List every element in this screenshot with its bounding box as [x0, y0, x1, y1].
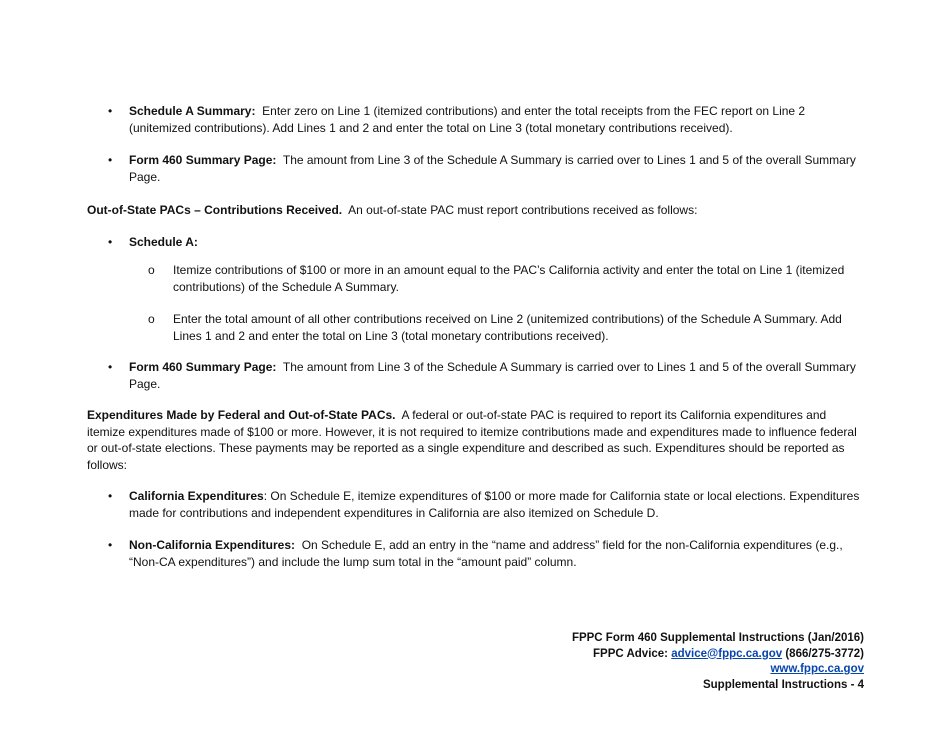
bullet-marker: •	[108, 104, 113, 118]
non-california-expenditures-label: Non-California Expenditures:	[129, 538, 296, 552]
sub-item-text: Itemize contributions of $100 or more in an amount equal to the PAC’s California activity and enter the total on Line 1 (itemized contributions) of the Schedule A Summary.	[173, 263, 845, 294]
california-expenditures-text: : On Schedule E, itemize expenditures of $100 or more made for California state or local elections. Expenditures made for contributions and independent expenditures in California are also itemized on Schedule D.	[129, 489, 860, 520]
advice-email-link[interactable]: advice@fppc.ca.gov	[671, 647, 783, 660]
expenditures-paragraph	[87, 407, 867, 473]
out-of-state-text: An out-of-state PAC must report contributions received as follows:	[348, 203, 698, 217]
footer-advice-label: FPPC Advice:	[593, 647, 669, 660]
schedule-a-summary-text: Enter zero on Line 1 (itemized contributions) and enter the total receipts from the FEC report on Line 2 (unitemized contributions). Add Lines 1 and 2 and enter the total on Line 3 (total monetary contributions received).	[129, 104, 806, 135]
footer-phone: (866/275-3772)	[785, 647, 864, 660]
schedule-a-label: Schedule A:	[129, 235, 198, 249]
expenditures-text: A federal or out-of-state PAC is required to report its California expenditures and itemize expenditures made of $100 or more. However, it is not required to itemize contributions made and expenditures made to influence federal or out-of-state elections. These payments may be reported as a single expenditure and described as such. Expenditures should be reported as follows:	[87, 408, 857, 472]
footer-form-title: FPPC Form 460 Supplemental Instructions (Jan/2016)	[571, 632, 864, 644]
california-expenditures-label: California Expenditures	[129, 489, 264, 503]
bullet-marker: •	[108, 153, 113, 167]
sub-bullet-marker: o	[148, 263, 155, 277]
form-460-summary-label: Form 460 Summary Page:	[129, 360, 277, 374]
form-460-summary-text: The amount from Line 3 of the Schedule A Summary is carried over to Lines 1 and 5 of the overall Summary Page.	[129, 153, 856, 184]
bullet-marker: •	[108, 235, 113, 249]
schedule-a-summary-label: Schedule A Summary:	[129, 104, 256, 118]
footer-website-line	[464, 662, 864, 678]
non-california-expenditures-text: On Schedule E, add an entry in the “name and address” field for the non-California expenditures (e.g., “Non-CA expenditures”) and include the lump sum total in the “amount paid” column.	[129, 538, 843, 569]
page-footer	[464, 631, 864, 693]
form-460-summary-text: The amount from Line 3 of the Schedule A Summary is carried over to Lines 1 and 5 of the overall Summary Page.	[129, 360, 856, 391]
form-460-summary-label: Form 460 Summary Page:	[129, 153, 277, 167]
out-of-state-pacs-paragraph	[87, 202, 867, 219]
sub-bullet-marker: o	[148, 312, 155, 326]
bullet-marker: •	[108, 538, 113, 552]
footer-page-number: Supplemental Instructions - 4	[702, 678, 864, 691]
bullet-marker: •	[108, 489, 113, 503]
footer-advice-line	[464, 647, 864, 663]
sub-item-text: Enter the total amount of all other contributions received on Line 2 (unitemized contributions) of the Schedule A Summary. Add Lines 1 and 2 and enter the total on Line 3 (total monetary contributions received).	[173, 312, 842, 343]
fppc-website-link[interactable]: www.fppc.ca.gov	[770, 663, 864, 675]
out-of-state-heading: Out-of-State PACs – Contributions Received.	[87, 203, 343, 217]
expenditures-heading: Expenditures Made by Federal and Out-of-State PACs.	[87, 408, 396, 422]
bullet-marker: •	[108, 360, 113, 374]
